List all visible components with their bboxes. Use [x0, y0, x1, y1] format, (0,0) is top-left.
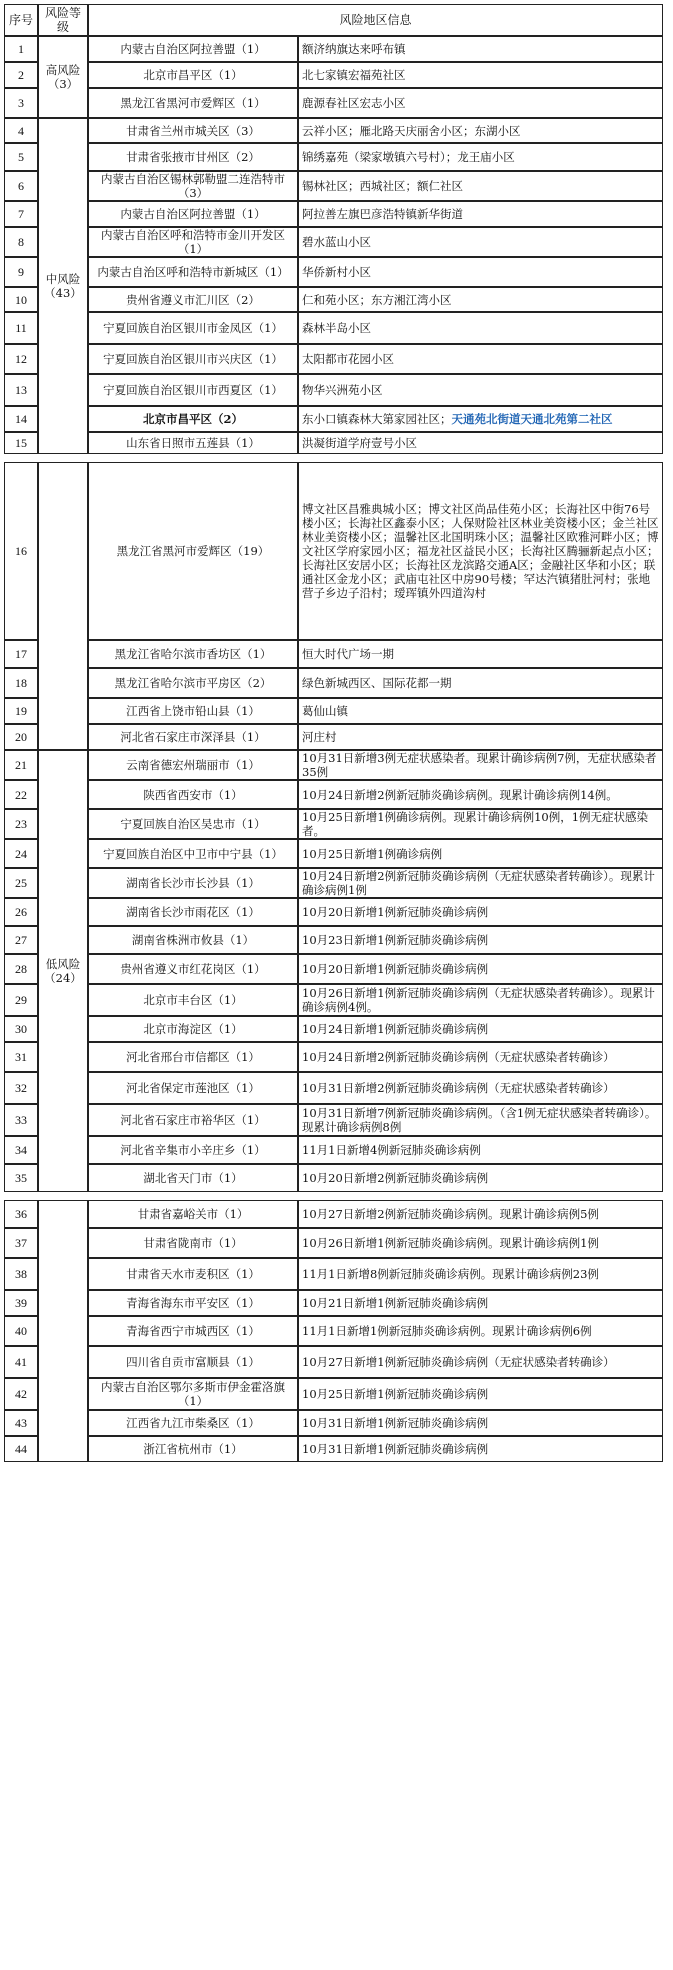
region-cell: 青海省西宁市城西区（1） — [88, 1316, 298, 1346]
row-number: 18 — [4, 668, 38, 698]
region-cell: 河北省石家庄市深泽县（1） — [88, 724, 298, 750]
row-number: 28 — [4, 954, 38, 984]
risk-level-cell: 低风险 （24） — [38, 750, 88, 1192]
row-number: 12 — [4, 344, 38, 374]
risk-info-cell — [298, 287, 663, 312]
risk-info-cell — [298, 118, 663, 143]
row-number: 2 — [4, 62, 38, 88]
risk-info-cell — [298, 898, 663, 926]
risk-info-main: 10月31日新增2例新冠肺炎确诊病例（无症状感染者转确诊） — [302, 1081, 615, 1095]
risk-info-main: 10月25日新增1例新冠肺炎确诊病例 — [302, 1387, 489, 1401]
region-cell: 湖北省天门市（1） — [88, 1164, 298, 1192]
risk-info-cell — [298, 1378, 663, 1410]
row-number: 23 — [4, 809, 38, 839]
risk-info-main: 10月23日新增1例新冠肺炎确诊病例 — [302, 933, 489, 947]
risk-info-main: 东小口镇森林大第家园社区； — [302, 412, 452, 426]
risk-info-text — [302, 1171, 488, 1185]
risk-info-text — [302, 383, 383, 397]
risk-info-cell — [298, 312, 663, 344]
region-cell: 甘肃省兰州市城关区（3） — [88, 118, 298, 143]
region-cell: 山东省日照市五莲县（1） — [88, 432, 298, 454]
risk-info-main: 锦绣嘉苑（梁家墩镇六号村）；龙王庙小区 — [302, 150, 515, 164]
risk-info-text — [302, 905, 488, 919]
risk-info-cell — [298, 1346, 663, 1378]
risk-info-cell — [298, 954, 663, 984]
row-number: 42 — [4, 1378, 38, 1410]
risk-info-text — [302, 788, 618, 802]
risk-info-text — [302, 1106, 659, 1134]
risk-info-cell — [298, 1136, 663, 1164]
row-number: 29 — [4, 984, 38, 1016]
risk-info-text — [302, 676, 452, 690]
risk-info-text — [302, 436, 417, 450]
region-cell: 河北省辛集市小辛庄乡（1） — [88, 1136, 298, 1164]
region-cell: 贵州省遵义市红花岗区（1） — [88, 954, 298, 984]
row-number: 24 — [4, 839, 38, 868]
row-number: 19 — [4, 698, 38, 724]
risk-info-main: 11月1日新增4例新冠肺炎确诊病例 — [302, 1143, 481, 1157]
risk-info-main: 10月25日新增1例确诊病例 — [302, 846, 443, 861]
region-cell: 内蒙古自治区阿拉善盟（1） — [88, 201, 298, 227]
region-cell: 湖南省株洲市攸县（1） — [88, 926, 298, 954]
region-cell: 黑龙江省黑河市爱辉区（19） — [88, 462, 298, 640]
risk-info-cell — [298, 1316, 663, 1346]
region-cell: 北京市昌平区（1） — [88, 62, 298, 88]
risk-info-text — [302, 412, 613, 426]
region-cell: 江西省九江市柴桑区（1） — [88, 1410, 298, 1436]
row-number: 36 — [4, 1200, 38, 1228]
risk-info-cell — [298, 171, 663, 201]
risk-info-cell — [298, 1072, 663, 1104]
risk-info-main: 葛仙山镇 — [302, 704, 348, 718]
risk-info-main: 10月20日新增2例新冠肺炎确诊病例 — [302, 1171, 489, 1185]
risk-info-text — [302, 1050, 615, 1064]
region-cell: 宁夏回族自治区银川市金凤区（1） — [88, 312, 298, 344]
row-number: 33 — [4, 1104, 38, 1136]
row-number: 21 — [4, 750, 38, 780]
risk-info-cell — [298, 406, 663, 432]
risk-info-main: 10月26日新增1例新冠肺炎确诊病例（无症状感染者转确诊）。现累计确诊病例4例。 — [302, 986, 655, 1014]
row-number: 10 — [4, 287, 38, 312]
row-number: 7 — [4, 201, 38, 227]
risk-info-cell — [298, 724, 663, 750]
row-number: 20 — [4, 724, 38, 750]
risk-info-cell — [298, 227, 663, 257]
row-number: 31 — [4, 1042, 38, 1072]
risk-info-cell — [298, 1290, 663, 1316]
region-cell: 江西省上饶市铅山县（1） — [88, 698, 298, 724]
header-info: 风险地区信息 — [88, 4, 663, 36]
risk-info-text — [302, 1387, 488, 1401]
risk-info-text — [302, 124, 521, 138]
risk-info-cell — [298, 839, 663, 868]
risk-info-text — [302, 933, 488, 947]
row-number: 22 — [4, 780, 38, 809]
risk-info-cell — [298, 432, 663, 454]
row-number: 40 — [4, 1316, 38, 1346]
region-cell: 宁夏回族自治区中卫市中宁县（1） — [88, 839, 298, 868]
risk-info-main: 太阳都市花园小区 — [302, 352, 394, 366]
row-number: 6 — [4, 171, 38, 201]
risk-info-text — [302, 847, 442, 861]
risk-info-text — [302, 1143, 481, 1157]
risk-info-cell — [298, 462, 663, 640]
risk-info-main: 云祥小区；雁北路天庆丽舍小区；东湖小区 — [302, 123, 521, 138]
row-number: 17 — [4, 640, 38, 668]
region-cell: 浙江省杭州市（1） — [88, 1436, 298, 1462]
row-number: 1 — [4, 36, 38, 62]
risk-info-main: 洪凝街道学府壹号小区 — [302, 436, 417, 450]
header-level: 风险等级 — [38, 4, 88, 36]
region-cell: 贵州省遵义市汇川区（2） — [88, 287, 298, 312]
region-cell: 宁夏回族自治区吴忠市（1） — [88, 809, 298, 839]
region-cell: 青海省海东市平安区（1） — [88, 1290, 298, 1316]
risk-info-main: 10月31日新增1例新冠肺炎确诊病例 — [302, 1442, 489, 1456]
row-number: 26 — [4, 898, 38, 926]
risk-level-cell — [38, 1200, 88, 1462]
risk-info-cell — [298, 868, 663, 898]
row-number: 5 — [4, 143, 38, 171]
row-number: 44 — [4, 1436, 38, 1462]
risk-info-cell — [298, 1410, 663, 1436]
risk-info-cell — [298, 1258, 663, 1290]
region-cell: 黑龙江省哈尔滨市香坊区（1） — [88, 640, 298, 668]
risk-info-text — [302, 647, 394, 661]
region-cell: 内蒙古自治区锡林郭勒盟二连浩特市（3） — [88, 171, 298, 201]
region-cell: 河北省邢台市信都区（1） — [88, 1042, 298, 1072]
risk-info-main: 森林半岛小区 — [302, 321, 371, 335]
region-cell: 河北省保定市莲池区（1） — [88, 1072, 298, 1104]
risk-info-main: 10月27日新增1例新冠肺炎确诊病例（无症状感染者转确诊） — [302, 1355, 615, 1369]
risk-info-text — [302, 96, 406, 110]
risk-info-text — [302, 179, 463, 193]
risk-info-main: 华侨新村小区 — [302, 265, 371, 279]
risk-info-main: 10月24日新增1例新冠肺炎确诊病例 — [302, 1022, 489, 1036]
risk-info-text — [302, 150, 515, 164]
risk-info-main: 额济纳旗达来呼布镇 — [302, 42, 406, 56]
risk-info-main: 阿拉善左旗巴彦浩特镇新华街道 — [302, 207, 463, 221]
region-cell: 河北省石家庄市裕华区（1） — [88, 1104, 298, 1136]
region-cell: 内蒙古自治区阿拉善盟（1） — [88, 36, 298, 62]
region-cell: 内蒙古自治区呼和浩特市新城区（1） — [88, 257, 298, 287]
region-cell: 湖南省长沙市雨花区（1） — [88, 898, 298, 926]
risk-info-text — [302, 1324, 592, 1338]
risk-info-text — [302, 751, 659, 779]
risk-info-main: 河庄村 — [302, 730, 337, 744]
risk-info-main: 11月1日新增8例新冠肺炎确诊病例。现累计确诊病例23例 — [302, 1267, 599, 1281]
region-cell: 陕西省西安市（1） — [88, 780, 298, 809]
risk-info-text — [302, 1236, 599, 1250]
row-number: 30 — [4, 1016, 38, 1042]
row-number: 11 — [4, 312, 38, 344]
risk-info-text — [302, 1416, 488, 1430]
risk-info-cell — [298, 640, 663, 668]
risk-info-cell — [298, 1016, 663, 1042]
region-cell: 四川省自贡市富顺县（1） — [88, 1346, 298, 1378]
risk-info-cell — [298, 1228, 663, 1258]
region-cell: 甘肃省天水市麦积区（1） — [88, 1258, 298, 1290]
risk-info-main: 10月24日新增2例新冠肺炎确诊病例（无症状感染者转确诊）。现累计确诊病例1例 — [302, 869, 655, 897]
risk-info-cell — [298, 257, 663, 287]
risk-info-text — [302, 986, 659, 1014]
row-number: 4 — [4, 118, 38, 143]
risk-info-main: 10月20日新增1例新冠肺炎确诊病例 — [302, 962, 489, 976]
row-number: 43 — [4, 1410, 38, 1436]
risk-info-cell — [298, 1436, 663, 1462]
row-number: 41 — [4, 1346, 38, 1378]
row-number: 3 — [4, 88, 38, 118]
risk-level-cell: 高风险 （3） — [38, 36, 88, 118]
risk-info-text — [302, 730, 337, 744]
row-number: 15 — [4, 432, 38, 454]
risk-info-text — [302, 1081, 615, 1095]
risk-info-text — [302, 293, 452, 307]
row-number: 35 — [4, 1164, 38, 1192]
risk-info-cell — [298, 1200, 663, 1228]
risk-info-cell — [298, 1164, 663, 1192]
risk-info-text — [302, 1022, 488, 1036]
risk-info-main: 11月1日新增1例新冠肺炎确诊病例。现累计确诊病例6例 — [302, 1324, 592, 1338]
region-cell: 内蒙古自治区呼和浩特市金川开发区（1） — [88, 227, 298, 257]
risk-info-main: 10月26日新增1例新冠肺炎确诊病例。现累计确诊病例1例 — [302, 1236, 599, 1250]
row-number: 16 — [4, 462, 38, 640]
risk-info-text — [302, 207, 463, 221]
risk-info-text — [302, 321, 371, 335]
risk-info-text — [302, 502, 659, 600]
region-cell: 黑龙江省哈尔滨市平房区（2） — [88, 668, 298, 698]
risk-info-main: 10月25日新增1例确诊病例。现累计确诊病例10例，1例无症状感染者。 — [302, 810, 649, 838]
risk-info-main: 物华兴洲苑小区 — [302, 383, 383, 397]
risk-info-text — [302, 1296, 488, 1310]
risk-info-main: 10月21日新增1例新冠肺炎确诊病例 — [302, 1296, 489, 1310]
risk-info-main: 10月24日新增2例新冠肺炎确诊病例（无症状感染者转确诊） — [302, 1050, 615, 1064]
risk-info-main: 10月20日新增1例新冠肺炎确诊病例 — [302, 905, 489, 919]
row-number: 37 — [4, 1228, 38, 1258]
risk-info-text — [302, 1267, 599, 1281]
risk-info-main: 仁和苑小区；东方湘江湾小区 — [302, 292, 452, 307]
risk-info-text — [302, 810, 659, 838]
risk-info-cell — [298, 88, 663, 118]
risk-info-main: 10月24日新增2例新冠肺炎确诊病例。现累计确诊病例14例。 — [302, 787, 618, 802]
risk-info-main: 碧水蓝山小区 — [302, 235, 371, 249]
risk-info-text — [302, 42, 406, 56]
row-number: 27 — [4, 926, 38, 954]
risk-info-text — [302, 265, 371, 279]
risk-info-text — [302, 1442, 488, 1456]
risk-info-text — [302, 1207, 599, 1221]
region-cell: 宁夏回族自治区银川市兴庆区（1） — [88, 344, 298, 374]
risk-info-cell — [298, 750, 663, 780]
row-number: 25 — [4, 868, 38, 898]
risk-info-cell — [298, 668, 663, 698]
risk-info-cell — [298, 926, 663, 954]
risk-level-cell — [38, 462, 88, 750]
row-number: 14 — [4, 406, 38, 432]
risk-info-text — [302, 352, 394, 366]
row-number: 32 — [4, 1072, 38, 1104]
risk-info-cell — [298, 809, 663, 839]
risk-info-cell — [298, 374, 663, 406]
risk-info-main: 鹿源春社区宏志小区 — [302, 96, 406, 110]
risk-info-main: 博文社区昌雅典城小区；博文社区尚品佳苑小区；长海社区中街76号楼小区；长海社区鑫泰小区；人保财险社区林业美资楼小区；金兰社区林业美资楼小区；温馨社区北国明珠小区；温馨社区欧雅河畔小区；博文社区学府家园小区；福龙社区益民小区；长海社区腾骊新起点小区；长海社区安居小区；长海社区龙滨路交通A区；金融社区华和小区；联通社区金龙小区；武庙屯社区中房90号楼；罕达汽镇猪肚河村；张地营子乡边子沿村；瑷珲镇外四道沟村 — [302, 502, 659, 600]
region-cell: 内蒙古自治区鄂尔多斯市伊金霍洛旗（1） — [88, 1378, 298, 1410]
risk-info-main: 恒大时代广场一期 — [302, 647, 394, 661]
region-cell: 北京市丰台区（1） — [88, 984, 298, 1016]
risk-info-cell — [298, 344, 663, 374]
risk-info-cell — [298, 698, 663, 724]
risk-info-text — [302, 704, 348, 718]
risk-info-cell — [298, 62, 663, 88]
risk-info-text — [302, 1355, 615, 1369]
row-number: 38 — [4, 1258, 38, 1290]
risk-info-text — [302, 235, 371, 249]
risk-level-cell: 中风险 （43） — [38, 118, 88, 454]
risk-info-cell — [298, 780, 663, 809]
region-cell: 云南省德宏州瑞丽市（1） — [88, 750, 298, 780]
risk-info-main: 10月31日新增1例新冠肺炎确诊病例 — [302, 1416, 489, 1430]
region-cell: 湖南省长沙市长沙县（1） — [88, 868, 298, 898]
risk-info-cell — [298, 1042, 663, 1072]
risk-info-main: 10月27日新增2例新冠肺炎确诊病例。现累计确诊病例5例 — [302, 1207, 599, 1221]
row-number: 39 — [4, 1290, 38, 1316]
risk-info-main: 绿色新城西区、国际花都一期 — [302, 676, 452, 690]
row-number: 34 — [4, 1136, 38, 1164]
region-cell: 黑龙江省黑河市爱辉区（1） — [88, 88, 298, 118]
risk-info-cell — [298, 36, 663, 62]
row-number: 13 — [4, 374, 38, 406]
region-cell: 北京市海淀区（1） — [88, 1016, 298, 1042]
risk-info-text — [302, 869, 659, 897]
region-cell: 甘肃省张掖市甘州区（2） — [88, 143, 298, 171]
region-cell: 北京市昌平区（2） — [88, 406, 298, 432]
region-cell: 甘肃省陇南市（1） — [88, 1228, 298, 1258]
risk-info-text — [302, 68, 406, 82]
risk-info-highlight: 天通苑北街道天通北苑第二社区 — [451, 412, 613, 426]
risk-info-main: 北七家镇宏福苑社区 — [302, 68, 406, 82]
risk-info-main: 10月31日新增3例无症状感染者。现累计确诊病例7例，无症状感染者35例 — [302, 751, 657, 779]
row-number: 8 — [4, 227, 38, 257]
risk-info-text — [302, 962, 488, 976]
risk-info-main: 10月31日新增7例新冠肺炎确诊病例。（含1例无症状感染者转确诊）。现累计确诊病例8例 — [302, 1106, 657, 1134]
region-cell: 宁夏回族自治区银川市西夏区（1） — [88, 374, 298, 406]
risk-info-cell — [298, 1104, 663, 1136]
row-number: 9 — [4, 257, 38, 287]
risk-info-cell — [298, 984, 663, 1016]
risk-info-cell — [298, 201, 663, 227]
risk-info-main: 锡林社区；西城社区；额仁社区 — [302, 179, 463, 193]
risk-info-cell — [298, 143, 663, 171]
region-cell: 甘肃省嘉峪关市（1） — [88, 1200, 298, 1228]
header-no: 序号 — [4, 4, 38, 36]
